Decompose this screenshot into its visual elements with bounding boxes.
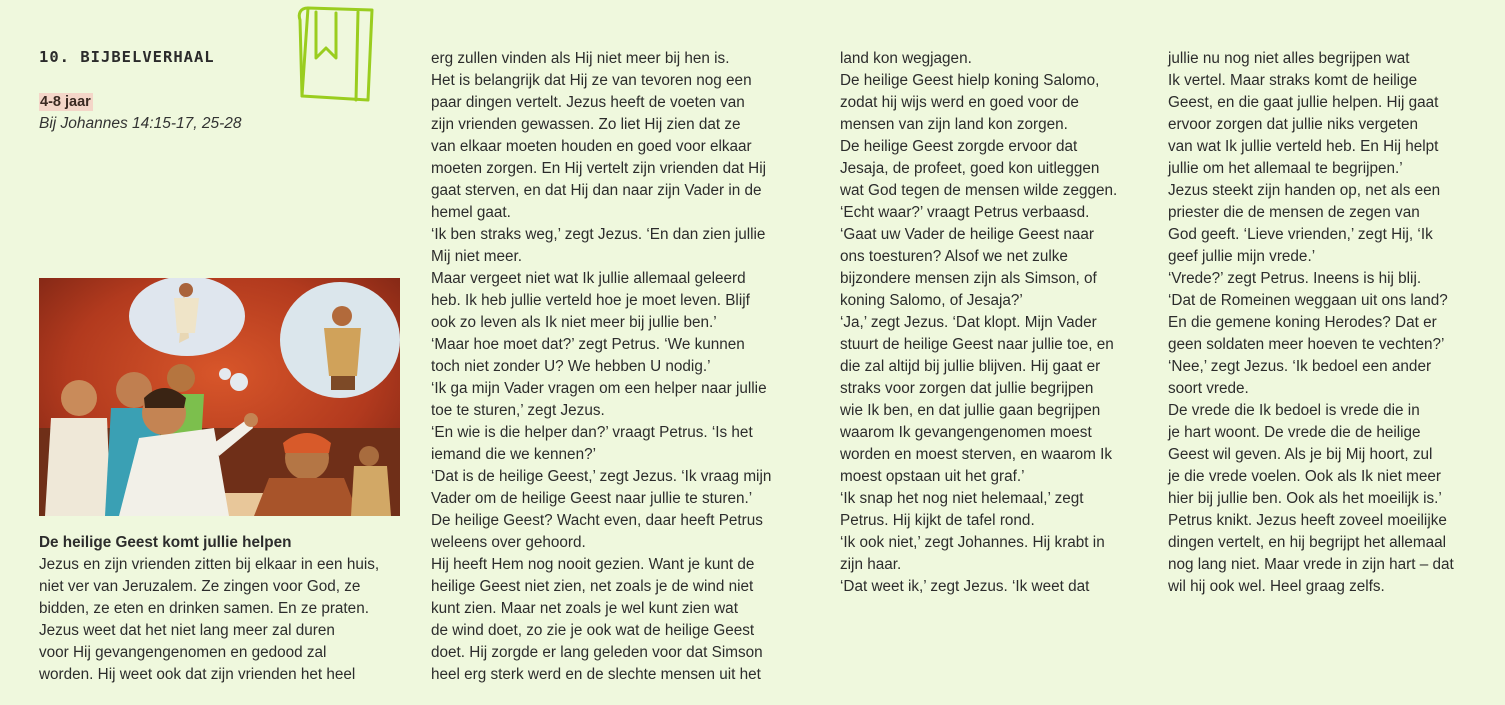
story-line: de wind doet, zo zie je ook wat de heilige Geest <box>431 622 755 639</box>
age-group-badge: 4-8 jaar <box>40 94 91 110</box>
story-line: stuurt de heilige Geest naar jullie toe, en <box>840 336 1114 353</box>
story-line: jullie nu nog niet alles begrijpen wat <box>1168 50 1410 67</box>
story-line: De vrede die Ik bedoel is vrede die in <box>1168 402 1420 419</box>
story-line: Geest wil geven. Als je bij Mij hoort, zul <box>1168 446 1433 463</box>
story-line: De heilige Geest? Wacht even, daar heeft Petrus <box>431 512 763 529</box>
story-line: weleens over gehoord. <box>431 534 586 551</box>
story-line: zijn vrienden gewassen. Zo liet Hij zien dat ze <box>431 116 741 133</box>
story-line: ‘Vrede?’ zegt Petrus. Ineens is hij blij. <box>1168 270 1422 287</box>
story-line: voor Hij gevangengenomen en gedood zal <box>39 644 327 661</box>
story-line: hemel gaat. <box>431 204 511 221</box>
story-line: geen soldaten meer hoeven te vechten?’ <box>1168 336 1445 353</box>
story-line: ‘Ja,’ zegt Jezus. ‘Dat klopt. Mijn Vader <box>840 314 1097 331</box>
story-line: ‘Ik ben straks weg,’ zegt Jezus. ‘En dan zien jullie <box>431 226 766 243</box>
story-line: Petrus knikt. Jezus heeft zoveel moeilijke <box>1168 512 1447 529</box>
story-line: ook zo leven als Ik niet meer bij jullie ben.’ <box>431 314 717 331</box>
story-line: moeten zorgen. En Hij vertelt zijn vrienden dat Hij <box>431 160 766 177</box>
story-line: nog lang niet. Maar vrede in zijn hart – dat <box>1168 556 1454 573</box>
story-line: moest opstaan uit het graf.’ <box>840 468 1025 485</box>
story-line: worden en moest sterven, en waarom Ik <box>840 446 1113 463</box>
story-line: koning Salomo, of Jesaja?’ <box>840 292 1023 309</box>
story-line: iemand die we kennen?’ <box>431 446 596 463</box>
story-line: zijn haar. <box>840 556 902 573</box>
story-line: wat God tegen de mensen wilde zeggen. <box>840 182 1118 199</box>
section-title: 10. BIJBELVERHAAL <box>39 48 215 66</box>
story-line: toch niet zonder U? We hebben U nodig.’ <box>431 358 711 375</box>
story-line: Hij heeft Hem nog nooit gezien. Want je kunt de <box>431 556 755 573</box>
story-line: gaat sterven, en dat Hij dan naar zijn Vader in de <box>431 182 762 199</box>
story-line: soort vrede. <box>1168 380 1249 397</box>
story-line: doet. Hij zorgde er lang geleden voor dat Simson <box>431 644 763 661</box>
story-line: Geest, en die gaat jullie helpen. Hij gaat <box>1168 94 1439 111</box>
story-line: ‘Ik snap het nog niet helemaal,’ zegt <box>840 490 1084 507</box>
story-line: ‘Maar hoe moet dat?’ zegt Petrus. ‘We kunnen <box>431 336 745 353</box>
story-line: wil hij ook wel. Heel graag zelfs. <box>1168 578 1385 595</box>
story-line: van wat Ik jullie verteld heb. En Hij helpt <box>1168 138 1439 155</box>
story-line: heel erg sterk werd en de slechte mensen uit het <box>431 666 761 683</box>
story-line: van elkaar moeten houden en goed voor elkaar <box>431 138 752 155</box>
story-line: De heilige Geest zorgde ervoor dat <box>840 138 1078 155</box>
story-title: De heilige Geest komt jullie helpen <box>39 534 292 551</box>
story-line: erg zullen vinden als Hij niet meer bij hen is. <box>431 50 730 67</box>
story-line: Mij niet meer. <box>431 248 522 265</box>
text-column-3 <box>840 48 1150 598</box>
bookmark-book-icon <box>294 0 380 104</box>
story-line: bijzondere mensen zijn als Simson, of <box>840 270 1097 287</box>
story-line: Ik vertel. Maar straks komt de heilige <box>1168 72 1418 89</box>
text-column-2 <box>431 48 801 686</box>
story-line: kunt zien. Maar net zoals je wel kunt zien wat <box>431 600 738 617</box>
story-line: ‘Gaat uw Vader de heilige Geest naar <box>840 226 1094 243</box>
story-line: God geeft. ‘Lieve vrienden,’ zegt Hij, ‘Ik <box>1168 226 1433 243</box>
story-line: paar dingen vertelt. Jezus heeft de voeten van <box>431 94 745 111</box>
story-line: ‘Dat is de heilige Geest,’ zegt Jezus. ‘Ik vraag mijn <box>431 468 772 485</box>
story-line: Het is belangrijk dat Hij ze van tevoren nog een <box>431 72 752 89</box>
story-line: Jezus weet dat het niet lang meer zal duren <box>39 622 335 639</box>
story-line: priester die de mensen de zegen van <box>1168 204 1420 221</box>
text-column-4 <box>1168 48 1478 598</box>
story-line: ons toesturen? Alsof we net zulke <box>840 248 1068 265</box>
story-line: bidden, ze eten en drinken samen. En ze praten. <box>39 600 369 617</box>
story-line: Jezus en zijn vrienden zitten bij elkaar in een huis, <box>39 556 380 573</box>
story-line: straks voor zorgen dat jullie begrijpen <box>840 380 1094 397</box>
story-line: ‘Nee,’ zegt Jezus. ‘Ik bedoel een ander <box>1168 358 1432 375</box>
story-line: De heilige Geest hielp koning Salomo, <box>840 72 1100 89</box>
story-line: Petrus. Hij kijkt de tafel rond. <box>840 512 1035 529</box>
story-line: heilige Geest niet zien, net zoals je de wind niet <box>431 578 754 595</box>
story-line: ervoor zorgen dat jullie niks vergeten <box>1168 116 1418 133</box>
jesus-with-disciples-illustration <box>39 278 400 516</box>
story-line: zodat hij wijs werd en goed voor de <box>840 94 1079 111</box>
story-line: Jezus steekt zijn handen op, net als een <box>1168 182 1441 199</box>
story-line: land kon wegjagen. <box>840 50 972 67</box>
story-line: jullie om het allemaal te begrijpen.’ <box>1168 160 1403 177</box>
story-line: ‘Ik ook niet,’ zegt Johannes. Hij krabt in <box>840 534 1105 551</box>
story-line: Jesaja, de profeet, goed kon uitleggen <box>840 160 1100 177</box>
story-line: Maar vergeet niet wat Ik jullie allemaal geleerd <box>431 270 746 287</box>
story-line: hier bij jullie ben. Ook als het moeilijk is.’ <box>1168 490 1442 507</box>
story-line: waarom Ik gevangengenomen moest <box>840 424 1092 441</box>
story-line: ‘En wie is die helper dan?’ vraagt Petrus. ‘Is het <box>431 424 753 441</box>
text-column-1 <box>39 532 409 686</box>
story-line: ‘Ik ga mijn Vader vragen om een helper naar jullie <box>431 380 767 397</box>
story-line: toe te sturen,’ zegt Jezus. <box>431 402 605 419</box>
story-line: dingen vertelt, en hij begrijpt het allemaal <box>1168 534 1447 551</box>
story-line: mensen van zijn land kon zorgen. <box>840 116 1068 133</box>
story-line: worden. Hij weet ook dat zijn vrienden het heel <box>39 666 356 683</box>
story-line: je die vrede voelen. Ook als Ik niet meer <box>1168 468 1441 485</box>
story-line: die zal altijd bij jullie blijven. Hij gaat er <box>840 358 1101 375</box>
story-line: Vader om de heilige Geest naar jullie te sturen.’ <box>431 490 753 507</box>
bible-reference: Bij Johannes 14:15-17, 25-28 <box>39 115 242 132</box>
story-line: En die gemene koning Herodes? Dat er <box>1168 314 1437 331</box>
story-line: ‘Echt waar?’ vraagt Petrus verbaasd. <box>840 204 1090 221</box>
story-line: ‘Dat weet ik,’ zegt Jezus. ‘Ik weet dat <box>840 578 1090 595</box>
story-line: je hart woont. De vrede die de heilige <box>1168 424 1421 441</box>
story-line: ‘Dat de Romeinen weggaan uit ons land? <box>1168 292 1448 309</box>
story-line: wie Ik ben, en dat jullie gaan begrijpen <box>840 402 1101 419</box>
story-line: heb. Ik heb jullie verteld hoe je moet leven. Blijf <box>431 292 750 309</box>
story-line: geef jullie mijn vrede.’ <box>1168 248 1316 265</box>
story-line: niet ver van Jeruzalem. Ze zingen voor God, ze <box>39 578 361 595</box>
